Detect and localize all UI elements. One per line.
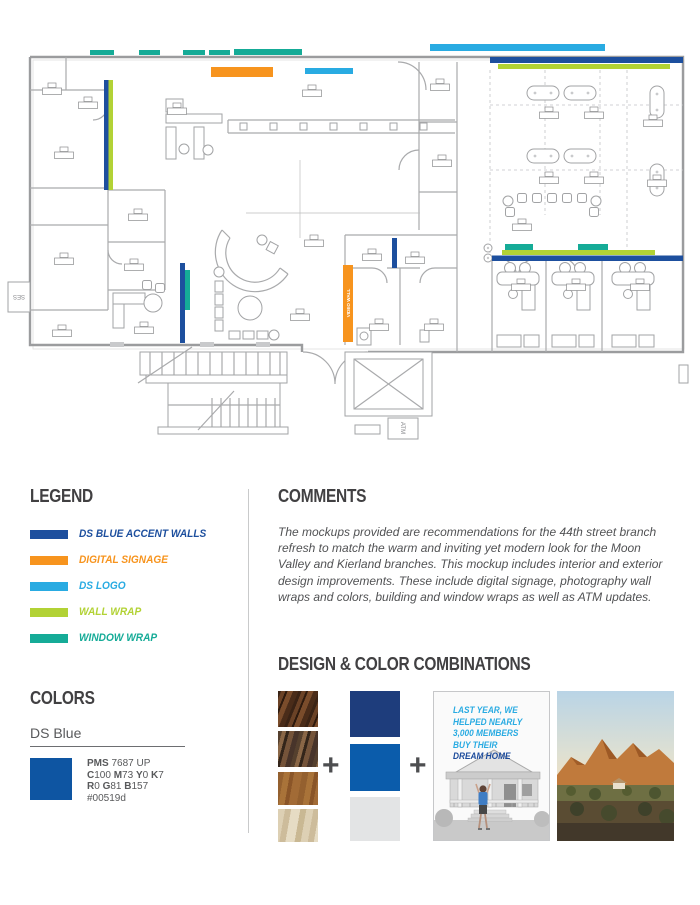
hex-value: #00519d xyxy=(87,792,126,804)
accent-wall-bar xyxy=(180,263,185,343)
window-wrap-bar xyxy=(185,270,190,310)
color-spec: PMS 7687 UP C100 M73 Y0 K7 R0 G81 B157 #00519d xyxy=(87,758,164,804)
design-title: DESIGN & COLOR COMBINATIONS xyxy=(278,654,531,674)
wood-swatch-rustic xyxy=(278,731,318,767)
rule xyxy=(30,746,185,747)
atm-unit xyxy=(355,418,418,439)
window-wrap-bar xyxy=(578,244,608,250)
legend-label: DS LOGO xyxy=(79,580,126,592)
desert-mountain-photo xyxy=(557,691,674,841)
side-kiosk-label: SES xyxy=(12,293,26,299)
stone-swatch-travertine xyxy=(278,809,318,842)
wall-wrap-bar xyxy=(109,80,114,190)
window-wrap-bar xyxy=(209,50,230,55)
poster-photo-dream-home xyxy=(433,691,550,841)
legend-swatch-ds-logo xyxy=(30,582,68,591)
wall-wrap-bar xyxy=(498,64,670,69)
legend-label: DS BLUE ACCENT WALLS xyxy=(79,528,207,540)
accent-wall-bar xyxy=(104,80,109,190)
colors-section xyxy=(30,688,240,804)
combo-row xyxy=(278,691,690,846)
legend-label: WINDOW WRAP xyxy=(79,632,158,644)
accent-wall-bar xyxy=(392,238,397,268)
meeting-desk-left xyxy=(113,281,165,329)
legend-label: WALL WRAP xyxy=(79,606,142,618)
legend-swatch-ds-blue xyxy=(30,530,68,539)
elevator xyxy=(345,352,432,416)
design-section xyxy=(278,654,690,846)
accent-wall-bar xyxy=(490,57,683,63)
plus-separator: + xyxy=(409,749,427,782)
wood-swatch-medium xyxy=(278,772,318,805)
poster-text: LAST YEAR, WE HELPED NEARLY 3,000 MEMBERS BUY THEIR DREAM HOME xyxy=(453,705,523,761)
comments-body: The mockups provided are recommendations for the 44th street branch refresh to match the warm and inviting yet modern look for the Moon Valley and Kierland branches. This mockup includes interior and exterior design improvements. These include digital signage, photography wall wraps and colors, building and window wraps as well as ATM updates. xyxy=(278,525,663,604)
legend-item xyxy=(30,607,240,617)
color-square-blue xyxy=(350,744,400,791)
legend-swatch-wall-wrap xyxy=(30,608,68,617)
poster-highlight: DREAM HOME xyxy=(453,751,511,761)
comments-title: COMMENTS xyxy=(278,486,367,506)
legend-title: LEGEND xyxy=(30,486,93,506)
colors-title: COLORS xyxy=(30,688,95,708)
open-office-workstations xyxy=(503,86,664,217)
window-wrap-bar xyxy=(90,50,114,55)
wall-wrap-bar xyxy=(502,250,655,255)
legend-swatch-digital-signage xyxy=(30,556,68,565)
comments-section xyxy=(278,486,682,605)
color-square-navy xyxy=(350,691,400,737)
window-wrap-bar xyxy=(139,50,160,55)
stairs xyxy=(138,347,288,434)
wood-swatch-dark-walnut xyxy=(278,691,318,727)
legend-item xyxy=(30,633,240,643)
private-offices xyxy=(497,263,654,348)
column-divider xyxy=(248,489,249,833)
digital-signage-bar xyxy=(211,67,273,77)
ds-logo-bar xyxy=(305,68,353,74)
atm-label: ATM xyxy=(399,421,405,435)
curved-teller-desk xyxy=(215,230,288,292)
accent-wall-bar xyxy=(492,256,683,262)
ds-blue-swatch xyxy=(30,758,72,800)
legend-swatch-window-wrap xyxy=(30,634,68,643)
legend-item xyxy=(30,555,240,565)
window-wrap-bar xyxy=(505,244,533,250)
legend-item xyxy=(30,529,240,539)
color-square-gray xyxy=(350,797,400,841)
legend-item xyxy=(30,581,240,591)
window-wrap-bar xyxy=(234,49,302,55)
plus-separator: + xyxy=(322,749,340,782)
ds-logo-bar xyxy=(430,44,605,51)
video-wall-label: VIDEO WALL xyxy=(346,288,351,318)
color-name: DS Blue xyxy=(30,725,82,741)
teller-casework xyxy=(240,123,427,130)
legend-label: DIGITAL SIGNAGE xyxy=(79,554,169,566)
window-wrap-bar xyxy=(183,50,205,55)
legend-section xyxy=(30,486,240,643)
